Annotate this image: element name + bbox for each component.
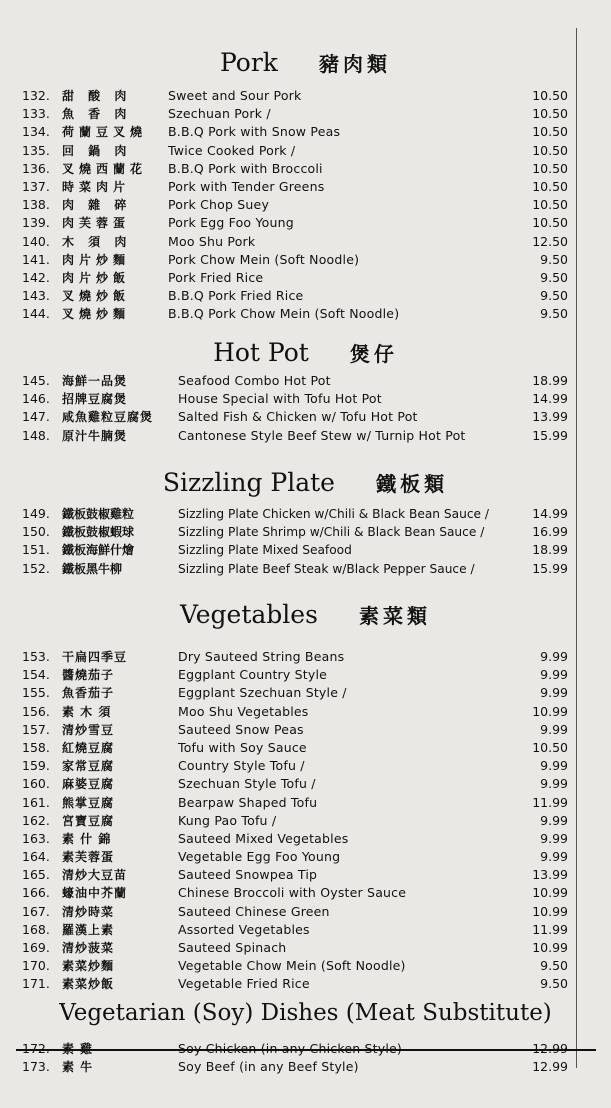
section-title: Vegetarian (Soy) Dishes (Meat Substitute) — [59, 1000, 552, 1026]
menu-item-row — [22, 541, 568, 559]
item-price: 10.99 — [532, 940, 568, 955]
item-name-zh: 清炒時菜 — [62, 904, 115, 919]
item-number: 164. — [22, 849, 50, 865]
item-name-zh: 熊掌豆腐 — [62, 795, 115, 810]
item-name-zh: 肉片炒飯 — [62, 270, 131, 285]
menu-item-row — [22, 305, 568, 323]
menu-item-row — [22, 739, 568, 757]
item-number: 134. — [22, 124, 50, 140]
item-name-en: Moo Shu Pork — [168, 233, 256, 249]
item-name-en: Sauteed Mixed Vegetables — [178, 830, 349, 846]
section-title: Vegetables — [179, 600, 318, 629]
item-name-en: Sizzling Plate Beef Steak w/Black Pepper Sauce / — [178, 561, 475, 576]
item-price: 15.99 — [532, 427, 568, 443]
menu-item-row — [22, 648, 568, 666]
section-items-vegetarian-soy — [22, 1040, 568, 1076]
item-price: 11.99 — [532, 794, 568, 810]
menu-item-row — [22, 523, 568, 541]
item-name-zh: 紅燒豆腐 — [62, 740, 115, 755]
menu-item-row — [22, 105, 568, 123]
item-name-en: Assorted Vegetables — [178, 921, 310, 937]
item-name-zh: 叉燒炒飯 — [62, 289, 131, 304]
menu-item-row — [22, 921, 568, 939]
item-name-zh: 素芙蓉蛋 — [62, 850, 115, 865]
item-name-en: Sweet and Sour Pork — [168, 88, 302, 103]
item-price: 9.50 — [540, 251, 568, 267]
item-name-zh: 魚香茄子 — [62, 686, 115, 701]
item-price: 18.99 — [532, 373, 568, 388]
item-name-zh: 原汁牛腩煲 — [62, 428, 128, 443]
item-name-en: Cantonese Style Beef Stew w/ Turnip Hot Pot — [178, 427, 466, 443]
right-border-line — [576, 28, 577, 1068]
item-price: 9.50 — [540, 976, 568, 992]
item-price: 13.99 — [532, 867, 568, 883]
item-name-en: Moo Shu Vegetables — [178, 703, 309, 719]
item-name-zh: 清炒大豆苗 — [62, 868, 128, 883]
item-number: 154. — [22, 667, 50, 683]
item-name-zh: 招牌豆腐煲 — [62, 392, 128, 407]
menu-item-row — [22, 160, 568, 178]
item-name-en: B.B.Q Pork with Broccoli — [168, 160, 323, 176]
item-name-zh: 家常豆腐 — [62, 759, 115, 774]
menu-item-row — [22, 214, 568, 232]
item-name-zh: 鐵板黑牛柳 — [62, 561, 123, 576]
menu-item-row — [22, 975, 568, 993]
item-price: 10.50 — [532, 739, 568, 755]
item-price: 9.99 — [540, 721, 568, 737]
item-price: 9.50 — [540, 958, 568, 974]
item-name-en: Szechuan Style Tofu / — [178, 776, 316, 792]
menu-item-row — [22, 666, 568, 684]
item-name-en: Sauteed Snow Peas — [178, 721, 304, 737]
item-name-en: Twice Cooked Pork / — [168, 142, 296, 158]
item-price: 14.99 — [532, 506, 568, 521]
menu-item-row — [22, 408, 568, 426]
menu-item-row — [22, 830, 568, 848]
item-price: 10.50 — [532, 124, 568, 140]
menu-item-row — [22, 233, 568, 251]
item-name-zh: 海鮮一品煲 — [62, 374, 128, 388]
item-price: 9.99 — [540, 667, 568, 683]
item-name-en: B.B.Q Pork Chow Mein (Soft Noodle) — [168, 306, 400, 322]
item-name-en: Tofu with Soy Sauce — [178, 739, 307, 755]
item-name-en: Sizzling Plate Chicken w/Chili & Black Bean Sauce / — [178, 507, 490, 521]
item-price: 9.99 — [540, 830, 568, 846]
menu-item-row — [22, 757, 568, 775]
item-name-en: Country Style Tofu / — [178, 758, 305, 774]
item-number: 135. — [22, 142, 50, 158]
item-name-zh: 叉燒西蘭花 — [62, 161, 148, 176]
item-name-zh: 麻婆豆腐 — [62, 777, 115, 792]
item-number: 162. — [22, 812, 50, 828]
item-number: 144. — [22, 306, 50, 322]
item-name-en: Vegetable Fried Rice — [178, 976, 310, 992]
menu-item-row — [22, 390, 568, 408]
item-name-zh: 素 牛 — [62, 1060, 94, 1075]
item-number: 169. — [22, 940, 50, 955]
section-title: Pork — [219, 48, 278, 77]
item-number: 171. — [22, 976, 50, 992]
item-number: 145. — [22, 373, 50, 388]
item-number: 161. — [22, 794, 50, 810]
section-heading-pork — [0, 48, 611, 77]
item-number: 163. — [22, 830, 50, 846]
menu-item-row — [22, 505, 568, 523]
menu-item-row — [22, 123, 568, 141]
item-name-zh: 宮寶豆腐 — [62, 813, 115, 828]
item-price: 10.50 — [532, 160, 568, 176]
item-price: 9.99 — [540, 812, 568, 828]
item-name-zh: 魚 香 肉 — [62, 107, 132, 122]
item-name-zh: 清炒菠菜 — [62, 941, 115, 955]
item-price: 10.50 — [532, 142, 568, 158]
section-items-pork — [22, 87, 568, 323]
item-price: 10.99 — [532, 885, 568, 901]
menu-item-row — [22, 287, 568, 305]
menu-item-row — [22, 1058, 568, 1076]
item-number: 141. — [22, 251, 50, 267]
item-price: 10.50 — [532, 197, 568, 213]
item-price: 12.99 — [532, 1041, 568, 1056]
item-name-zh: 荷蘭豆叉燒 — [62, 125, 148, 140]
item-price: 12.99 — [532, 1059, 568, 1075]
menu-item-row — [22, 703, 568, 721]
item-number: 148. — [22, 427, 50, 443]
menu-item-row — [22, 142, 568, 160]
item-price: 9.50 — [540, 288, 568, 304]
item-price: 10.50 — [532, 106, 568, 122]
item-name-zh: 干扁四季豆 — [62, 650, 128, 664]
item-price: 9.99 — [540, 776, 568, 792]
item-number: 133. — [22, 106, 50, 122]
item-name-en: B.B.Q Pork with Snow Peas — [168, 124, 341, 140]
item-name-zh: 肉芙蓉蛋 — [62, 216, 131, 231]
item-name-zh: 肉 雜 碎 — [62, 198, 132, 213]
item-price: 13.99 — [532, 409, 568, 425]
item-name-zh: 素菜炒飯 — [62, 977, 115, 992]
item-name-en: Kung Pao Tofu / — [178, 812, 277, 828]
item-number: 156. — [22, 703, 50, 719]
item-number: 168. — [22, 921, 50, 937]
item-name-zh: 素 木 須 — [62, 704, 112, 719]
item-number: 158. — [22, 739, 50, 755]
item-number: 143. — [22, 288, 50, 304]
menu-item-row — [22, 884, 568, 902]
section-heading-hot-pot — [0, 338, 611, 367]
item-name-zh: 木 須 肉 — [62, 234, 132, 249]
item-name-zh: 時菜肉片 — [62, 179, 131, 194]
item-number: 170. — [22, 958, 50, 974]
section-title-zh: 素菜類 — [359, 604, 432, 628]
item-name-en: Vegetable Chow Mein (Soft Noodle) — [178, 958, 406, 974]
item-price: 10.50 — [532, 215, 568, 231]
section-items-sizzling-plate — [22, 505, 568, 578]
item-number: 149. — [22, 506, 50, 521]
item-name-zh: 回 鍋 肉 — [62, 143, 132, 158]
item-name-en: Eggplant Country Style — [178, 667, 328, 683]
item-name-zh: 肉片炒麵 — [62, 252, 131, 267]
item-price: 9.99 — [540, 758, 568, 774]
item-price: 9.50 — [540, 306, 568, 322]
item-price: 9.99 — [540, 849, 568, 865]
item-number: 138. — [22, 197, 50, 213]
section-title-zh: 鐵板類 — [376, 472, 449, 496]
item-number: 159. — [22, 758, 50, 774]
item-name-en: Bearpaw Shaped Tofu — [178, 794, 318, 810]
item-price: 18.99 — [532, 542, 568, 558]
item-price: 12.50 — [532, 233, 568, 249]
item-name-en: Vegetable Egg Foo Young — [178, 849, 341, 865]
section-title-zh: 煲仔 — [349, 342, 398, 366]
item-price: 10.50 — [532, 178, 568, 194]
item-price: 15.99 — [532, 560, 568, 576]
menu-item-row — [22, 560, 568, 578]
item-name-en: Eggplant Szechuan Style / — [178, 685, 347, 701]
menu-item-row — [22, 372, 568, 390]
item-number: 165. — [22, 867, 50, 883]
menu-item-row — [22, 427, 568, 445]
section-title-zh: 豬肉類 — [319, 52, 392, 76]
item-number: 139. — [22, 215, 50, 231]
menu-item-row — [22, 939, 568, 957]
item-name-en: Chinese Broccoli with Oyster Sauce — [178, 885, 407, 901]
item-name-en: B.B.Q Pork Fried Rice — [168, 288, 304, 304]
menu-item-row — [22, 794, 568, 812]
item-name-en: Pork with Tender Greens — [168, 178, 325, 194]
menu-item-row — [22, 812, 568, 830]
item-name-en: Sauteed Snowpea Tip — [178, 867, 318, 883]
item-name-zh: 叉燒炒麵 — [62, 307, 131, 322]
item-price: 10.99 — [532, 903, 568, 919]
item-price: 9.99 — [540, 649, 568, 664]
item-number: 157. — [22, 721, 50, 737]
item-name-zh: 素菜炒麵 — [62, 959, 115, 974]
menu-item-row — [22, 178, 568, 196]
item-name-en: Sauteed Spinach — [178, 940, 287, 955]
item-price: 14.99 — [532, 391, 568, 407]
item-number: 152. — [22, 560, 50, 576]
menu-item-row — [22, 1040, 568, 1058]
menu-item-row — [22, 848, 568, 866]
item-number: 132. — [22, 88, 50, 103]
item-name-en: Soy Beef (in any Beef Style) — [178, 1059, 359, 1075]
item-number: 136. — [22, 160, 50, 176]
menu-item-row — [22, 866, 568, 884]
item-number: 166. — [22, 885, 50, 901]
item-price: 16.99 — [532, 524, 568, 540]
item-name-zh: 蠔油中芥蘭 — [62, 886, 128, 901]
item-number: 140. — [22, 233, 50, 249]
menu-item-row — [22, 721, 568, 739]
item-name-zh: 素 雞 — [62, 1042, 94, 1056]
item-name-en: Pork Egg Foo Young — [168, 215, 294, 231]
section-title: Hot Pot — [213, 338, 309, 367]
menu-item-row — [22, 775, 568, 793]
section-title: Sizzling Plate — [162, 468, 335, 497]
item-number: 167. — [22, 903, 50, 919]
item-name-en: Szechuan Pork / — [168, 106, 271, 122]
item-number: 137. — [22, 178, 50, 194]
item-name-en: Salted Fish & Chicken w/ Tofu Hot Pot — [178, 409, 418, 425]
item-name-zh: 甜 酸 肉 — [62, 89, 132, 103]
item-name-en: Sauteed Chinese Green — [178, 903, 330, 919]
menu-item-row — [22, 196, 568, 214]
item-number: 150. — [22, 524, 50, 540]
item-name-en: Seafood Combo Hot Pot — [178, 373, 331, 388]
item-name-zh: 鐵板鼓椒雞粒 — [62, 507, 135, 521]
item-number: 153. — [22, 649, 50, 664]
section-items-vegetables — [22, 648, 568, 994]
menu-item-row — [22, 87, 568, 105]
item-name-zh: 鐵板鼓椒蝦球 — [62, 525, 135, 540]
item-number: 142. — [22, 269, 50, 285]
item-name-zh: 清炒雪豆 — [62, 722, 115, 737]
menu-item-row — [22, 957, 568, 975]
item-name-en: Dry Sauteed String Beans — [178, 649, 345, 664]
item-number: 146. — [22, 391, 50, 407]
item-name-zh: 素 什 錦 — [62, 831, 112, 846]
menu-item-row — [22, 269, 568, 287]
section-heading-vegetarian-soy — [0, 1000, 611, 1026]
item-number: 155. — [22, 685, 50, 701]
item-name-en: Soy Chicken (in any Chicken Style) — [178, 1041, 402, 1056]
item-name-en: Pork Chow Mein (Soft Noodle) — [168, 251, 360, 267]
item-price: 11.99 — [532, 921, 568, 937]
item-price: 9.99 — [540, 685, 568, 701]
item-name-zh: 鐵板海鮮什燴 — [62, 543, 135, 558]
item-number: 147. — [22, 409, 50, 425]
section-heading-sizzling-plate — [0, 468, 611, 497]
item-name-en: House Special with Tofu Hot Pot — [178, 391, 382, 407]
menu-item-row — [22, 903, 568, 921]
item-name-zh: 醬燒茄子 — [62, 668, 115, 683]
item-number: 160. — [22, 776, 50, 792]
item-price: 10.50 — [532, 88, 568, 103]
item-name-en: Pork Chop Suey — [168, 197, 270, 213]
item-name-en: Sizzling Plate Mixed Seafood — [178, 543, 352, 558]
item-number: 173. — [22, 1059, 50, 1075]
menu-item-row — [22, 684, 568, 702]
item-name-zh: 羅漢上素 — [62, 922, 115, 937]
item-name-en: Pork Fried Rice — [168, 269, 264, 285]
item-price: 9.50 — [540, 269, 568, 285]
item-number: 151. — [22, 542, 50, 558]
item-number: 172. — [22, 1041, 50, 1056]
item-name-en: Sizzling Plate Shrimp w/Chili & Black Bean Sauce / — [178, 525, 485, 540]
menu-item-row — [22, 251, 568, 269]
item-name-zh: 咸魚雞粒豆腐煲 — [62, 410, 154, 425]
section-heading-vegetables — [0, 600, 611, 629]
item-price: 10.99 — [532, 703, 568, 719]
section-items-hot-pot — [22, 372, 568, 445]
